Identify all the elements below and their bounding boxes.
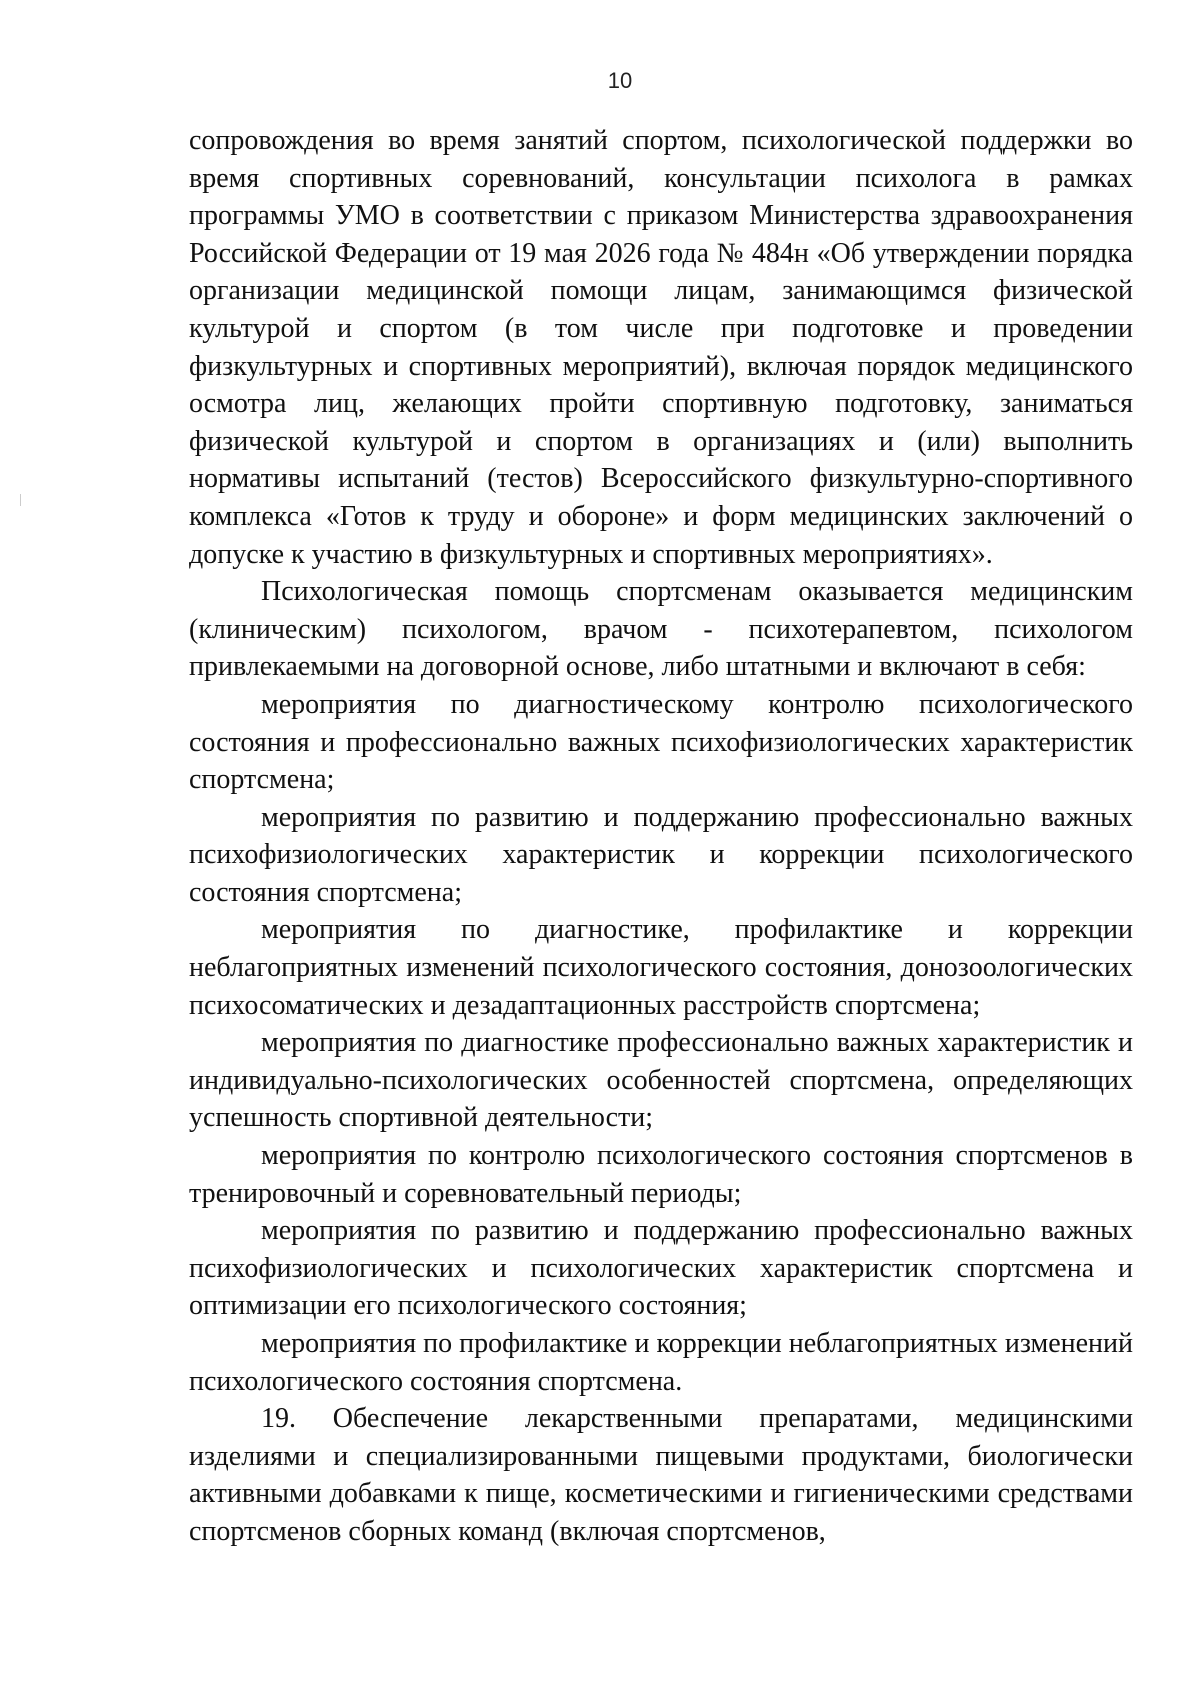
list-item-1: мероприятия по диагностическому контролю психологического состояния и профессионально важных психофизиологических характеристик спортсмена;	[189, 688, 1133, 796]
list-item-3: мероприятия по диагностике, профилактике и коррекции неблагоприятных изменений психологического состояния, донозоологических психосоматических и дезадаптационных расстройств спортсмена;	[189, 914, 1133, 1021]
list-item-5: мероприятия по контролю психологического состояния спортсменов в тренировочный и соревновательный периоды;	[189, 1140, 1133, 1209]
list-item-7: мероприятия по профилактике и коррекции неблагоприятных изменений психологического состояния спортсмена.	[189, 1328, 1133, 1397]
list-item-2: мероприятия по развитию и поддержанию профессионально важных психофизиологических характеристик и коррекции психологического состояния спортсмена;	[189, 801, 1133, 908]
scan-artifact	[20, 494, 21, 506]
page-number: 10	[607, 68, 633, 93]
section-19-paragraph: 19. Обеспечение лекарственными препаратами, медицинскими изделиями и специализированными пищевыми продуктами, биологически активными добавками к пище, косметическими и гигиеническими средствами спортсменов сборных команд (включая спортсменов,	[189, 1403, 1133, 1547]
paragraph-1: сопровождения во время занятий спортом, психологической поддержки во время спортивных соревнований, консультации психолога в рамках программы УМО в соответствии с приказом Министерства здравоохранения Российской Федерации от 19 мая 2026 года № 484н «Об утверждении порядка организации медицинской помощи лицам, занимающимся физической культурой и спортом (в том числе при подготовке и проведении физкультурных и спортивных мероприятий), включая порядок медицинского осмотра лиц, желающих пройти спортивную подготовку, заниматься физической культурой и спортом в организациях и (или) выполнить нормативы испытаний (тестов) Всероссийского физкультурно-спортивного комплекса «Готов к труду и обороне» и форм медицинских заключений о допуске к участию в физкультурных и спортивных мероприятиях».	[189, 125, 1133, 570]
document-body	[189, 122, 1133, 1551]
paragraph-2: Психологическая помощь спортсменам оказывается медицинским (клиническим) психологом, врачом - психотерапевтом, психологом привлекаемыми на договорной основе, либо штатными и включают в себя:	[189, 576, 1133, 683]
list-item-6: мероприятия по развитию и поддержанию профессионально важных психофизиологических и психологических характеристик спортсмена и оптимизации его психологического состояния;	[189, 1215, 1133, 1322]
list-item-4: мероприятия по диагностике профессионально важных характеристик и индивидуально-психологических особенностей спортсмена, определяющих успешность спортивной деятельности;	[189, 1027, 1133, 1134]
